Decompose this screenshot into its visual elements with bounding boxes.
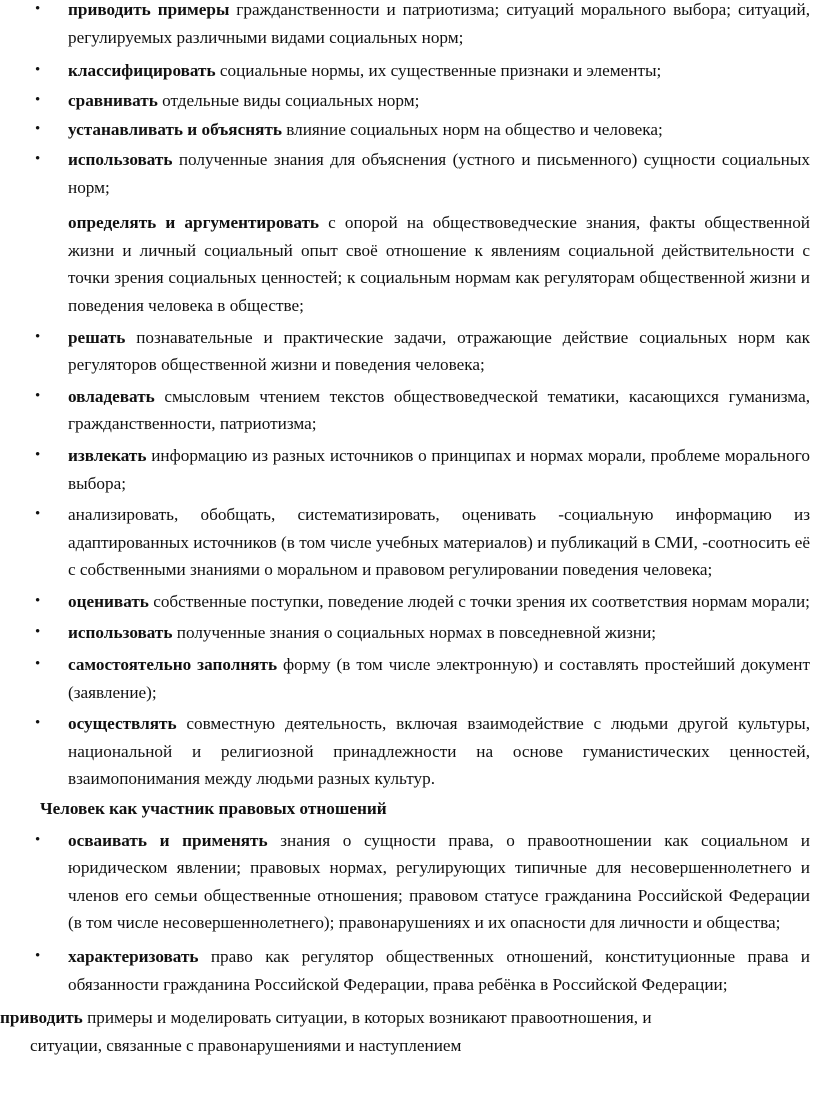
skills-list-1 [0,0,816,201]
item-keyword: сравнивать [68,90,158,110]
item-text: полученные знания о социальных нормах в повседневной жизни; [172,623,657,643]
item-keyword: характеризовать [68,947,199,966]
item-text: познавательные и практические задачи, отражающие действие социальных норм как регуляторов общественной жизни и поведения человека; [68,327,810,375]
para-continuation: ситуации, связанные с правонарушениями и наступлением [30,1035,462,1055]
bullet-icon: • [35,624,41,641]
item-keyword: приводить примеры [68,0,230,19]
para-text: примеры и моделировать ситуации, в которых возникают правоотношения, и [82,1008,652,1028]
item-text: гражданственности и патриотизма; ситуаций морального выбора; ситуаций, регулируемых различными видами социальных норм; [68,0,810,47]
argument-paragraph [0,209,816,319]
bullet-icon: • [35,831,41,848]
item-text: отдельные виды социальных норм; [157,90,420,110]
item-text: информацию из разных источников о принципах и нормах морали, проблеме морального выбора; [68,445,810,493]
item-keyword: осуществлять [68,714,177,734]
item-text: полученные знания для объяснения (устного и письменного) сущности социальных норм; [68,149,810,197]
list-item [0,442,816,497]
item-text: анализировать, обобщать, систематизировать, оценивать -социальную информацию из адаптированных источников (в том числе учебных материалов) и публикаций в СМИ, -соотносить её с собственными знаниями о моральном и правовом регулировании поведения человека; [68,505,810,580]
item-text: социальные нормы, их существенные признаки и элементы; [215,61,662,81]
list-item [0,501,816,584]
item-text: влияние социальных норм на общество и человека; [281,120,663,140]
bullet-icon: • [35,387,41,404]
list-item [0,588,816,616]
item-text: право как регулятор общественных отношений, конституционные права и обязанности гражданина Российской Федерации, права ребёнка в Российской Федерации; [68,947,810,994]
list-item [0,87,816,115]
bullet-icon: • [35,948,41,964]
item-text: знания о сущности права, о правоотношении как социальном и юридическом явлении; правовых нормах, регулирующих типичные для несовершеннолетнего и членов его семьи общественные отношения; правовом статусе гражданина Российской Федерации (в том числе несовершеннолетнего); правонарушениях и их опасности для личности и общества; [68,830,810,933]
para-keyword: определять и аргументировать [68,213,320,233]
bullet-icon: • [35,328,41,345]
item-text: собственные поступки, поведение людей с точки зрения их соответствия нормам морали; [148,591,810,611]
item-keyword: самостоятельно заполнять [68,655,278,675]
bullet-icon: • [35,656,41,673]
item-keyword: извлекать [68,445,147,465]
item-keyword: решать [68,327,126,347]
bullet-icon: • [35,1,41,17]
bullet-icon: • [35,715,41,732]
bullet-icon: • [35,62,41,79]
item-keyword: осваивать и применять [68,830,268,850]
item-keyword: классифицировать [68,61,216,81]
item-text: смысловым чтением текстов обществоведческой тематики, касающихся гуманизма, гражданственности, патриотизма; [68,386,810,434]
item-keyword: использовать [68,623,173,643]
list-item [0,710,816,793]
skills-list-2 [0,324,816,794]
list-item [0,57,816,85]
list-item [0,619,816,647]
item-text: совместную деятельность, включая взаимодействие с людьми другой культуры, национальной и религиозной принадлежности на основе гуманистических ценностей, взаимопонимания между людьми разных культур. [68,714,810,789]
list-item [0,651,816,706]
bullet-icon: • [35,592,41,609]
list-item [0,146,816,201]
item-keyword: оценивать [68,591,149,611]
list-item [0,943,816,998]
final-paragraph [0,1004,816,1059]
bullet-icon: • [35,446,41,463]
para-text: с опорой на обществоведческие знания, факты общественной жизни и личный социальный опыт своё отношение к явлениям социальной действительности с точки зрения социальных ценностей; к социальным нормам как регуляторам общественной жизни и поведения человека в обществе; [68,213,810,315]
item-keyword: устанавливать и объяснять [68,120,282,140]
skills-list-3 [0,827,816,999]
section-heading: Человек как участник правовых отношений [40,799,387,819]
item-keyword: использовать [68,149,173,169]
list-item [0,383,816,438]
list-item [0,116,816,144]
list-item [0,827,816,937]
list-item [0,324,816,379]
bullet-icon: • [35,121,41,138]
list-item [0,0,816,51]
para-keyword: приводить [0,1008,83,1028]
bullet-icon: • [35,91,41,108]
item-text: форму (в том числе электронную) и составлять простейший документ (заявление); [68,655,810,702]
bullet-icon: • [35,506,41,523]
item-keyword: овладевать [68,386,155,406]
bullet-icon: • [35,150,41,167]
